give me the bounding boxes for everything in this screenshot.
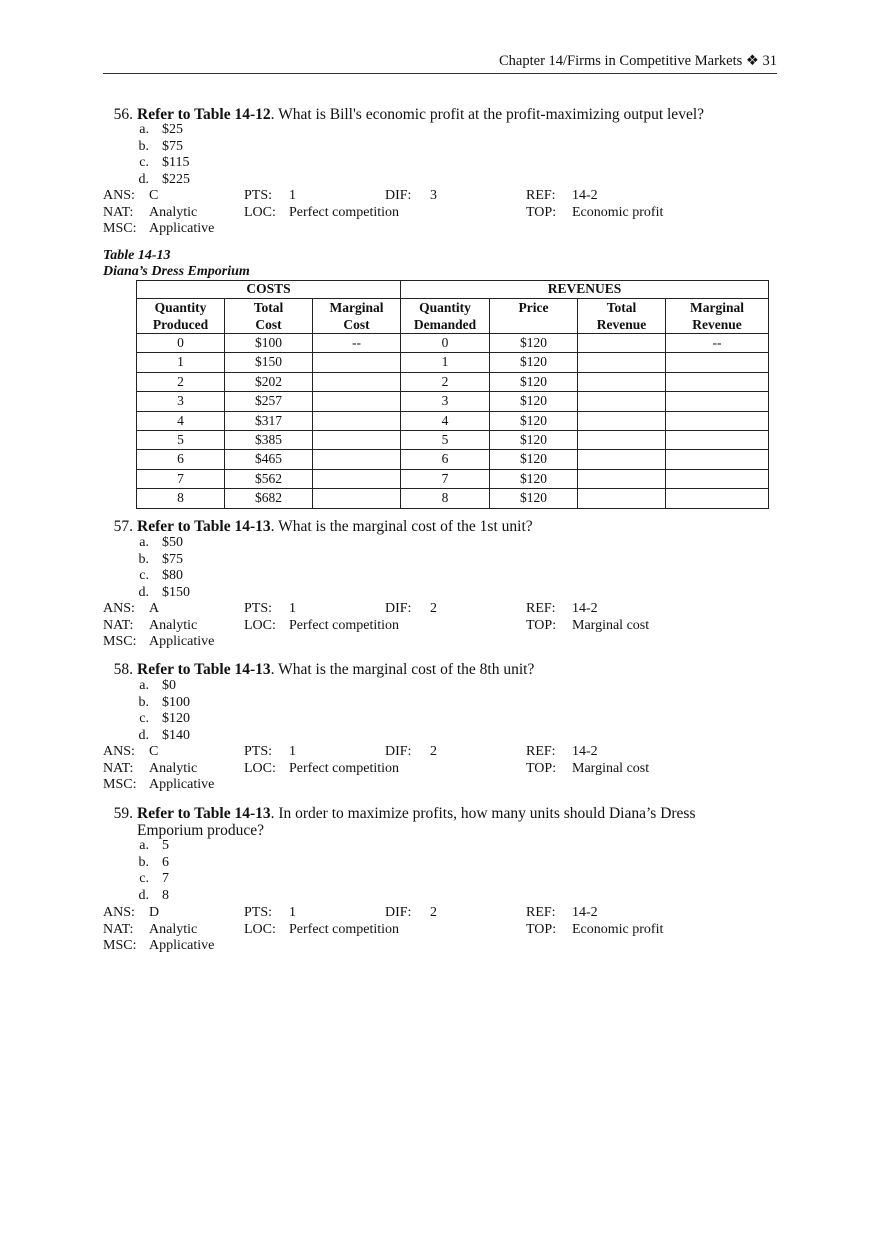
meta-label-loc: LOC: bbox=[244, 921, 276, 937]
column-header bbox=[313, 299, 401, 334]
question-text bbox=[137, 106, 757, 123]
meta-label-ref: REF: bbox=[526, 744, 556, 759]
option-value: $115 bbox=[162, 155, 190, 171]
table-cell: 8 bbox=[137, 489, 225, 508]
option-letter: a. bbox=[139, 122, 149, 137]
answer-option bbox=[137, 139, 337, 156]
table-cell: $465 bbox=[225, 450, 313, 469]
option-letter: d. bbox=[138, 888, 149, 904]
meta-value-msc: Applicative bbox=[149, 777, 215, 793]
table-row bbox=[137, 411, 769, 430]
table-cell: 5 bbox=[401, 430, 490, 449]
table-cell bbox=[313, 392, 401, 411]
answer-option bbox=[137, 871, 337, 888]
question-body: . What is the marginal cost of the 1st unit? bbox=[270, 518, 533, 535]
column-header-line: Marginal bbox=[329, 300, 384, 315]
meta-label-loc: LOC: bbox=[244, 617, 276, 633]
meta-label-top: TOP: bbox=[526, 617, 557, 633]
meta-label-dif: DIF: bbox=[385, 744, 412, 759]
meta-label-dif: DIF: bbox=[385, 601, 412, 616]
meta-value-pts: 1 bbox=[289, 744, 296, 759]
table-cell bbox=[578, 411, 666, 430]
answer-option bbox=[137, 855, 337, 872]
table-cell: 2 bbox=[137, 372, 225, 391]
meta-value-top: Marginal cost bbox=[572, 760, 650, 776]
option-value: $120 bbox=[162, 711, 190, 727]
meta-label-top: TOP: bbox=[526, 921, 557, 937]
option-letter: b. bbox=[138, 551, 149, 567]
table-cell: 0 bbox=[401, 334, 490, 353]
table-cell: 6 bbox=[137, 450, 225, 469]
meta-value-dif: 2 bbox=[430, 905, 437, 920]
meta-label-ans: ANS: bbox=[103, 601, 135, 616]
option-value: $80 bbox=[162, 568, 183, 584]
table-cell bbox=[578, 372, 666, 391]
option-value: 6 bbox=[162, 854, 169, 870]
table-cell bbox=[578, 334, 666, 353]
table-cell: 3 bbox=[401, 392, 490, 411]
column-header-line: Cost bbox=[343, 317, 370, 332]
meta-label-ans: ANS: bbox=[103, 744, 135, 759]
table-cell: $682 bbox=[225, 489, 313, 508]
option-value: $75 bbox=[162, 551, 183, 567]
meta-value-top: Economic profit bbox=[572, 921, 664, 937]
meta-value-dif: 2 bbox=[430, 601, 437, 616]
column-header-line: Demanded bbox=[413, 317, 477, 332]
question-text bbox=[137, 661, 757, 678]
table-cell: $150 bbox=[225, 353, 313, 372]
option-value: $100 bbox=[162, 694, 190, 710]
table-cell: $202 bbox=[225, 372, 313, 391]
meta-value-loc: Perfect competition bbox=[289, 204, 400, 220]
table-row bbox=[137, 392, 769, 411]
meta-value-ref: 14-2 bbox=[572, 744, 598, 759]
column-header bbox=[137, 299, 225, 334]
option-value: $140 bbox=[162, 728, 190, 744]
table-cell: 4 bbox=[401, 411, 490, 430]
table-cell bbox=[578, 353, 666, 372]
column-header-line: Revenue bbox=[596, 317, 647, 332]
table-cell: $317 bbox=[225, 411, 313, 430]
table-cell: 0 bbox=[137, 334, 225, 353]
meta-label-nat: NAT: bbox=[103, 204, 134, 220]
table-cell: $120 bbox=[490, 450, 578, 469]
table-cell: -- bbox=[313, 334, 401, 353]
meta-label-pts: PTS: bbox=[244, 601, 273, 616]
table-row bbox=[137, 450, 769, 469]
table-cell: $120 bbox=[490, 469, 578, 488]
table-label: Table 14-13 bbox=[103, 248, 171, 263]
question-text bbox=[137, 518, 757, 535]
column-header bbox=[401, 299, 490, 334]
answer-option bbox=[137, 552, 337, 569]
meta-value-ans: A bbox=[149, 601, 160, 616]
table-row bbox=[137, 469, 769, 488]
table-cell: $120 bbox=[490, 392, 578, 411]
question-57 bbox=[103, 518, 803, 535]
meta-label-pts: PTS: bbox=[244, 188, 273, 203]
meta-label-loc: LOC: bbox=[244, 760, 276, 776]
option-value: $50 bbox=[162, 535, 183, 550]
option-letter: c. bbox=[139, 871, 149, 887]
table-reference: Refer to Table 14-13 bbox=[137, 805, 271, 822]
answer-option bbox=[137, 568, 337, 585]
answer-option bbox=[137, 695, 337, 712]
meta-label-msc: MSC: bbox=[103, 221, 137, 237]
table-cell: $120 bbox=[490, 430, 578, 449]
table-row bbox=[137, 430, 769, 449]
meta-label-ref: REF: bbox=[526, 905, 556, 920]
question-text bbox=[137, 805, 727, 839]
meta-label-dif: DIF: bbox=[385, 905, 412, 920]
option-value: 7 bbox=[162, 871, 169, 887]
option-letter: c. bbox=[139, 711, 149, 727]
option-letter: b. bbox=[138, 854, 149, 870]
option-letter: b. bbox=[138, 694, 149, 710]
question-59 bbox=[103, 805, 803, 839]
table-cell: $385 bbox=[225, 430, 313, 449]
meta-value-nat: Analytic bbox=[149, 760, 198, 776]
table-row bbox=[137, 334, 769, 353]
table-title: Diana’s Dress Emporium bbox=[103, 264, 250, 279]
answer-option bbox=[137, 711, 337, 728]
meta-label-nat: NAT: bbox=[103, 760, 134, 776]
table-cell: $120 bbox=[490, 489, 578, 508]
table-cell: 2 bbox=[401, 372, 490, 391]
table-cell: 4 bbox=[137, 411, 225, 430]
meta-value-ans: D bbox=[149, 905, 160, 920]
option-value: $225 bbox=[162, 172, 190, 188]
table-cell: 5 bbox=[137, 430, 225, 449]
meta-value-ref: 14-2 bbox=[572, 905, 598, 920]
table-cell bbox=[578, 469, 666, 488]
answer-option bbox=[137, 838, 337, 855]
table-cell bbox=[666, 489, 769, 508]
meta-value-msc: Applicative bbox=[149, 938, 215, 954]
table-cell: $120 bbox=[490, 411, 578, 430]
option-letter: d. bbox=[138, 585, 149, 601]
meta-label-ans: ANS: bbox=[103, 905, 135, 920]
answer-option bbox=[137, 122, 337, 139]
question-number: 57. bbox=[113, 518, 133, 535]
column-header-line: Cost bbox=[255, 317, 282, 332]
table-cell bbox=[666, 353, 769, 372]
table-reference: Refer to Table 14-12 bbox=[137, 106, 271, 123]
meta-value-ans: C bbox=[149, 188, 159, 203]
table-row bbox=[137, 489, 769, 508]
option-letter: c. bbox=[139, 155, 149, 171]
column-header-line: Produced bbox=[152, 317, 209, 332]
meta-value-top: Economic profit bbox=[572, 204, 664, 220]
meta-label-ref: REF: bbox=[526, 188, 556, 203]
table-reference: Refer to Table 14-13 bbox=[137, 661, 271, 678]
meta-label-top: TOP: bbox=[526, 204, 557, 220]
column-header bbox=[666, 299, 769, 334]
table-cell bbox=[313, 411, 401, 430]
meta-value-loc: Perfect competition bbox=[289, 617, 400, 633]
table-cell: $100 bbox=[225, 334, 313, 353]
table-cell: 8 bbox=[401, 489, 490, 508]
table-cell bbox=[578, 430, 666, 449]
meta-value-nat: Analytic bbox=[149, 204, 198, 220]
table-cell: $120 bbox=[490, 353, 578, 372]
question-number: 56. bbox=[113, 106, 133, 123]
option-letter: c. bbox=[139, 568, 149, 584]
table-row bbox=[137, 372, 769, 391]
meta-value-top: Marginal cost bbox=[572, 617, 650, 633]
meta-value-nat: Analytic bbox=[149, 921, 198, 937]
meta-value-pts: 1 bbox=[289, 601, 296, 616]
meta-label-pts: PTS: bbox=[244, 744, 273, 759]
table-cell bbox=[666, 430, 769, 449]
column-header-line: Total bbox=[606, 300, 637, 315]
question-number: 59. bbox=[113, 805, 133, 822]
answer-option bbox=[137, 535, 337, 552]
table-cell: $120 bbox=[490, 334, 578, 353]
option-letter: d. bbox=[138, 172, 149, 188]
meta-label-nat: NAT: bbox=[103, 921, 134, 937]
option-value: $25 bbox=[162, 122, 183, 137]
table-cell bbox=[666, 450, 769, 469]
table-cell: $257 bbox=[225, 392, 313, 411]
column-header-line: Revenue bbox=[692, 317, 742, 332]
question-body: . What is Bill's economic profit at the profit-maximizing output level? bbox=[270, 106, 705, 123]
answer-option bbox=[137, 888, 337, 905]
meta-value-loc: Perfect competition bbox=[289, 760, 400, 776]
table-cell bbox=[666, 411, 769, 430]
table-cell bbox=[313, 372, 401, 391]
option-value: 5 bbox=[162, 838, 169, 853]
meta-label-msc: MSC: bbox=[103, 777, 137, 793]
meta-value-pts: 1 bbox=[289, 905, 296, 920]
column-header-line: Marginal bbox=[690, 300, 745, 315]
table-cell bbox=[578, 392, 666, 411]
column-header bbox=[490, 299, 578, 334]
question-56 bbox=[103, 106, 803, 123]
option-letter: a. bbox=[139, 535, 149, 550]
table-cell: 3 bbox=[137, 392, 225, 411]
revenues-header: REVENUES bbox=[401, 281, 769, 299]
table-cell bbox=[313, 450, 401, 469]
meta-value-ref: 14-2 bbox=[572, 601, 598, 616]
option-value: $150 bbox=[162, 585, 190, 601]
meta-label-dif: DIF: bbox=[385, 188, 412, 203]
column-header bbox=[578, 299, 666, 334]
meta-value-msc: Applicative bbox=[149, 634, 215, 650]
meta-label-loc: LOC: bbox=[244, 204, 276, 220]
question-body: . What is the marginal cost of the 8th unit? bbox=[270, 661, 535, 678]
table-cell: -- bbox=[666, 334, 769, 353]
answer-option bbox=[137, 155, 337, 172]
meta-label-ref: REF: bbox=[526, 601, 556, 616]
column-header-line: Quantity bbox=[154, 300, 207, 315]
page-header: Chapter 14/Firms in Competitive Markets ❖ 31 bbox=[499, 53, 777, 69]
meta-value-nat: Analytic bbox=[149, 617, 198, 633]
meta-label-pts: PTS: bbox=[244, 905, 273, 920]
meta-value-pts: 1 bbox=[289, 188, 296, 203]
table-cell bbox=[666, 392, 769, 411]
table-cell: 1 bbox=[137, 353, 225, 372]
table-cell bbox=[313, 353, 401, 372]
cost-revenue-table bbox=[136, 280, 769, 509]
table-cell bbox=[578, 489, 666, 508]
column-header-line: Price bbox=[518, 300, 549, 315]
column-header-line: Total bbox=[253, 300, 284, 315]
table-cell bbox=[313, 469, 401, 488]
option-value: $75 bbox=[162, 138, 183, 154]
meta-label-msc: MSC: bbox=[103, 634, 137, 650]
table-cell bbox=[666, 469, 769, 488]
meta-label-msc: MSC: bbox=[103, 938, 137, 954]
table-cell: $562 bbox=[225, 469, 313, 488]
table-cell: $120 bbox=[490, 372, 578, 391]
meta-label-top: TOP: bbox=[526, 760, 557, 776]
meta-label-ans: ANS: bbox=[103, 188, 135, 203]
option-letter: d. bbox=[138, 728, 149, 744]
table-cell bbox=[666, 372, 769, 391]
meta-value-ans: C bbox=[149, 744, 159, 759]
table-body bbox=[137, 334, 769, 509]
costs-header: COSTS bbox=[137, 281, 401, 299]
table-cell: 7 bbox=[137, 469, 225, 488]
table-cell: 1 bbox=[401, 353, 490, 372]
column-header-line: Quantity bbox=[419, 300, 471, 315]
meta-value-dif: 2 bbox=[430, 744, 437, 759]
option-value: 8 bbox=[162, 888, 169, 904]
table-row bbox=[137, 353, 769, 372]
option-value: $0 bbox=[162, 678, 176, 693]
answer-option bbox=[137, 728, 337, 745]
answer-option bbox=[137, 585, 337, 602]
table-reference: Refer to Table 14-13 bbox=[137, 518, 271, 535]
meta-value-msc: Applicative bbox=[149, 221, 215, 237]
meta-value-ref: 14-2 bbox=[572, 188, 598, 203]
question-body: . In order to maximize profits, how many units should Diana’s Dress Emporium produce? bbox=[137, 805, 696, 839]
table-cell bbox=[578, 450, 666, 469]
meta-value-loc: Perfect competition bbox=[289, 921, 400, 937]
meta-label-nat: NAT: bbox=[103, 617, 134, 633]
answer-option bbox=[137, 678, 337, 695]
table-cell bbox=[313, 430, 401, 449]
question-58 bbox=[103, 661, 803, 678]
table-cell bbox=[313, 489, 401, 508]
header-rule bbox=[103, 73, 777, 74]
option-letter: a. bbox=[139, 838, 149, 853]
meta-value-dif: 3 bbox=[430, 188, 437, 203]
table-cell: 7 bbox=[401, 469, 490, 488]
option-letter: b. bbox=[138, 138, 149, 154]
table-cell: 6 bbox=[401, 450, 490, 469]
question-number: 58. bbox=[113, 661, 133, 678]
column-header bbox=[225, 299, 313, 334]
answer-option bbox=[137, 172, 337, 189]
column-headers bbox=[137, 299, 769, 334]
option-letter: a. bbox=[139, 678, 149, 693]
